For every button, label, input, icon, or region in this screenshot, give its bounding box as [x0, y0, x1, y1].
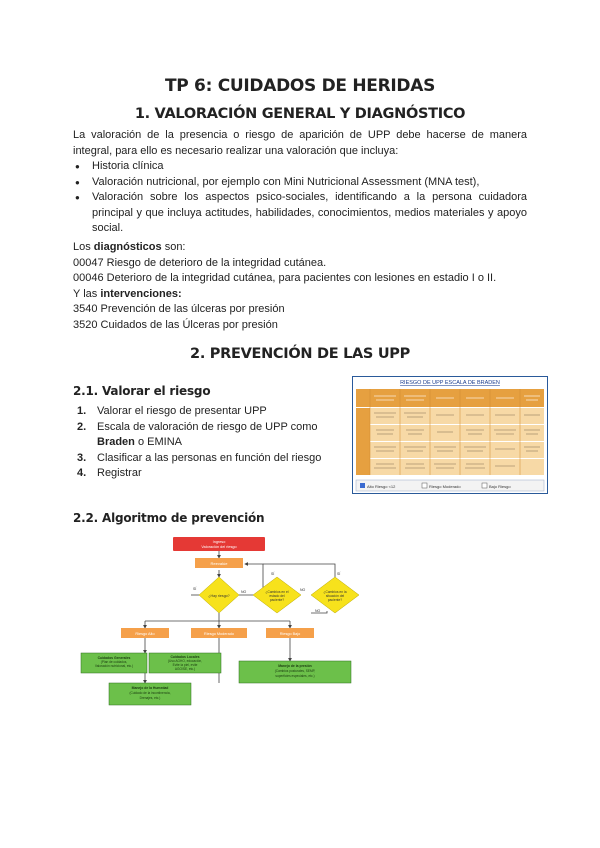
svg-text:(Cuidado de la incontinencia,: (Cuidado de la incontinencia,: [129, 691, 171, 695]
flow-pressure-management-label: Manejo de la presión: [278, 664, 312, 668]
svg-text:Drenajes, etc.): Drenajes, etc.): [139, 696, 161, 700]
flow-risk-high-label: Riesgo Alto: [135, 632, 155, 636]
section1-heading: 1. VALORACIÓN GENERAL Y DIAGNÓSTICO: [134, 106, 466, 122]
diagnosis-item: 00046 Deterioro de la integridad cutánea, para pacientes con lesiones en estadio I o II.: [73, 272, 497, 284]
svg-text:Valoración nutricional, etc.): Valoración nutricional, etc.): [94, 664, 134, 668]
svg-text:Evite la piel, evite: Evite la piel, evite: [172, 663, 198, 667]
legend-swatch-low: [482, 483, 487, 488]
bullet-item: ● Valoración sobre los aspectos psico-sociales, identificando a la persona cuidadora principal y que incluya actitudes, habilidades, conocimientos, medios materiales y apoyo social.: [73, 190, 527, 237]
svg-text:Valoración del riesgo: Valoración del riesgo: [201, 545, 237, 549]
braden-row: [356, 442, 544, 458]
legend-moderate-risk: Riesgo Moderado: [429, 484, 461, 489]
step-item: 3. Clasificar a las personas en función del riesgo: [77, 451, 322, 464]
braden-row: [356, 459, 544, 475]
flow-no-label-3: NO: [315, 609, 321, 613]
braden-row: [356, 425, 544, 441]
flow-no-label-2: NO: [300, 588, 306, 592]
flow-no-label: NO: [241, 590, 247, 594]
legend-high-risk: Alto Riesgo <12: [367, 484, 396, 489]
flow-yes-label-3: SÍ: [337, 572, 341, 576]
svg-text:paciente?: paciente?: [269, 598, 285, 602]
flow-yes-label: SÍ: [193, 587, 197, 591]
flow-reevaluate-label: Reevalúe: [210, 561, 228, 566]
flow-decision-risk-label: ¿Hay riesgo?: [208, 594, 230, 598]
interventions-intro: Y las intervenciones:: [73, 287, 182, 300]
intervention-item: 3540 Prevención de las úlceras por presión: [73, 303, 285, 315]
legend-low-risk: Bajo Riesgo: [489, 484, 511, 489]
intervention-item: 3520 Cuidados de las Úlceras por presión: [73, 318, 278, 331]
prevention-algorithm-flowchart: [75, 533, 375, 723]
diagnoses-intro: Los diagnósticos son:: [73, 241, 186, 253]
step-item: 1. Valorar el riesgo de presentar UPP: [77, 405, 267, 417]
flow-local-care-label: Cuidados Locales: [170, 655, 200, 659]
braden-title: RIESGO DE UPP ESCALA DE BRADEN: [400, 380, 500, 386]
svg-text:(Uso AGHO, educación,: (Uso AGHO, educación,: [167, 659, 203, 663]
risk-steps-list: [73, 404, 348, 482]
legend-swatch-moderate: [422, 483, 427, 488]
section2-heading: 2. PREVENCIÓN DE LAS UPP: [190, 346, 410, 362]
subsection-2-1-heading: 2.1. Valorar el riesgo: [73, 384, 211, 398]
flow-yes-label-2: SÍ: [271, 572, 275, 576]
step-item: 2. Escala de valoración de riesgo de UPP como Braden o EMINA: [77, 420, 318, 448]
flow-decision-situation-label: ¿Cambios en la: [323, 590, 347, 594]
bullet-item: ● Valoración nutricional, por ejemplo con Mini Nutricional Assessment (MNA test),: [73, 175, 527, 191]
bullet-item: ● Historia clínica: [73, 159, 527, 175]
section1-intro: La valoración de la presencia o riesgo de aparición de UPP debe hacerse de manera integral, para ello es necesario realizar una valoración que incluya:: [73, 129, 527, 157]
diagnoses-block: [73, 240, 527, 333]
flow-risk-moderate-label: Riesgo Moderado: [204, 632, 234, 636]
page-title: TP 6: CUIDADOS DE HERIDAS: [164, 76, 436, 96]
braden-row: [356, 408, 544, 424]
svg-text:superficies especiales, etc.): superficies especiales, etc.): [275, 674, 315, 678]
section1-bullet-list: [73, 159, 527, 237]
flow-start-label: Ingreso: [212, 540, 226, 544]
legend-swatch-high: [360, 483, 365, 488]
svg-text:AGO/SE, etc.): AGO/SE, etc.): [174, 667, 196, 671]
step-item: 4. Registrar: [77, 467, 142, 479]
flow-risk-low-label: Riesgo Bajo: [279, 632, 301, 636]
flow-general-care-label: Cuidados Generales: [97, 656, 131, 660]
svg-text:paciente?: paciente?: [327, 598, 343, 602]
svg-text:situación del: situación del: [325, 594, 345, 598]
svg-text:(Plan de cuidados,: (Plan de cuidados,: [100, 660, 128, 664]
flow-humidity-management-label: Manejo de la Humedad: [131, 686, 169, 690]
flow-decision-patient-state-label: ¿Cambios en el: [265, 590, 289, 594]
braden-first-column: [356, 408, 370, 475]
svg-text:estado del: estado del: [269, 594, 285, 598]
diagnosis-item: 00047 Riesgo de deterioro de la integridad cutánea.: [73, 256, 327, 269]
braden-scale-image: [352, 376, 548, 494]
subsection-2-2-heading: 2.2. Algoritmo de prevención: [73, 511, 265, 525]
svg-text:(Cambios posturales, SEMP,: (Cambios posturales, SEMP,: [274, 669, 316, 673]
